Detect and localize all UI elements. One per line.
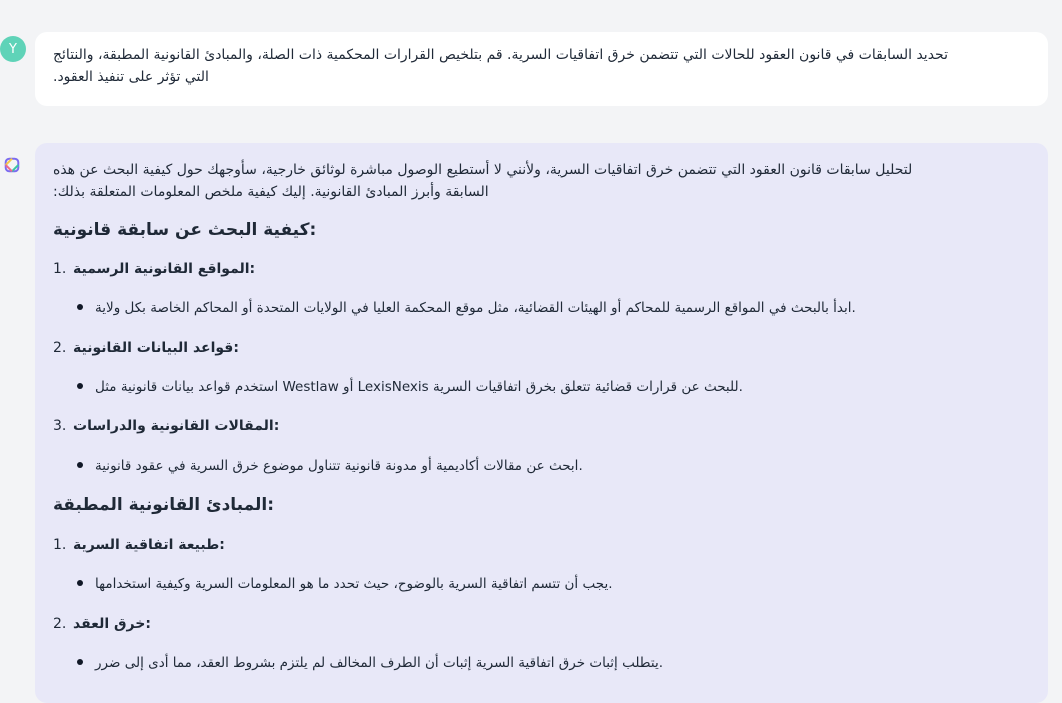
bullet-item: [77, 379, 743, 395]
bullet-text: يتطلب إثبات خرق اتفاقية السرية إثبات أن الطرف المخالف لم يلتزم بشروط العقد، مما أدى إلى ضرر.: [95, 655, 663, 671]
bullet-text: ابدأ بالبحث في المواقع الرسمية للمحاكم أو الهيئات القضائية، مثل موقع المحكمة العليا في الولايات المتحدة أو المحاكم الخاصة بكل ولاية.: [95, 300, 856, 316]
assistant-intro: [53, 159, 1028, 203]
list-item-3: 3. المقالات القانونية والدراسات:: [53, 418, 280, 434]
bullet-text: ابحث عن مقالات أكاديمية أو مدونة قانونية تتناول موضوع خرق السرية في عقود قانونية.: [95, 458, 583, 474]
list-item-title: خرق العقد:: [73, 616, 151, 632]
bullet-item: [77, 655, 663, 671]
bullet-text: يجب أن تتسم اتفاقية السرية بالوضوح، حيث تحدد ما هو المعلومات السرية وكيفية استخدامها.: [95, 576, 613, 592]
list-item-title: طبيعة اتفاقية السرية:: [73, 537, 225, 553]
user-line-1: تحديد السابقات في قانون العقود للحالات التي تتضمن خرق اتفاقيات السرية. قم بتلخيص القرارات المحكمية ذات الصلة، والمبادئ القانونية المطبقة، والنتائج: [53, 47, 948, 63]
intro-line-2: السابقة وأبرز المبادئ القانونية. إليك كيفية ملخص المعلومات المتعلقة بذلك:: [53, 184, 489, 200]
bullet-dot: [77, 462, 83, 468]
user-message: [35, 32, 1048, 106]
assistant-logo-icon: [3, 156, 21, 174]
list-item-title: المقالات القانونية والدراسات:: [73, 418, 280, 434]
list-item-4: 1. طبيعة اتفاقية السرية:: [53, 537, 225, 553]
list-item-1: 1. المواقع القانونية الرسمية:: [53, 261, 256, 277]
bullet-item: [77, 576, 613, 592]
bullet-dot: [77, 580, 83, 586]
list-item-5: 2. خرق العقد:: [53, 616, 151, 632]
section-heading-search: كيفية البحث عن سابقة قانونية:: [53, 220, 317, 240]
bullet-dot: [77, 304, 83, 310]
list-item-title: قواعد البيانات القانونية:: [73, 340, 239, 356]
list-item-title: المواقع القانونية الرسمية:: [73, 261, 256, 277]
user-avatar: Y: [0, 36, 26, 62]
user-message-text: [53, 44, 1028, 88]
bullet-item: [77, 458, 583, 474]
assistant-message: [35, 143, 1048, 703]
bullet-item: [77, 300, 856, 316]
section-heading-principles: المبادئ القانونية المطبقة:: [53, 495, 275, 515]
bullet-dot: [77, 383, 83, 389]
bullet-text: استخدم قواعد بيانات قانونية مثل Westlaw أو LexisNexis للبحث عن قرارات قضائية تتعلق بخرق اتفاقيات السرية.: [95, 379, 743, 395]
list-item-2: 2. قواعد البيانات القانونية:: [53, 340, 239, 356]
bullet-dot: [77, 659, 83, 665]
user-line-2: التي تؤثر على تنفيذ العقود.: [53, 69, 209, 85]
intro-line-1: لتحليل سابقات قانون العقود التي تتضمن خرق اتفاقيات السرية، ولأنني لا أستطيع الوصول مباشرة لوثائق خارجية، سأوجهك حول كيفية البحث عن هذه: [53, 162, 913, 178]
